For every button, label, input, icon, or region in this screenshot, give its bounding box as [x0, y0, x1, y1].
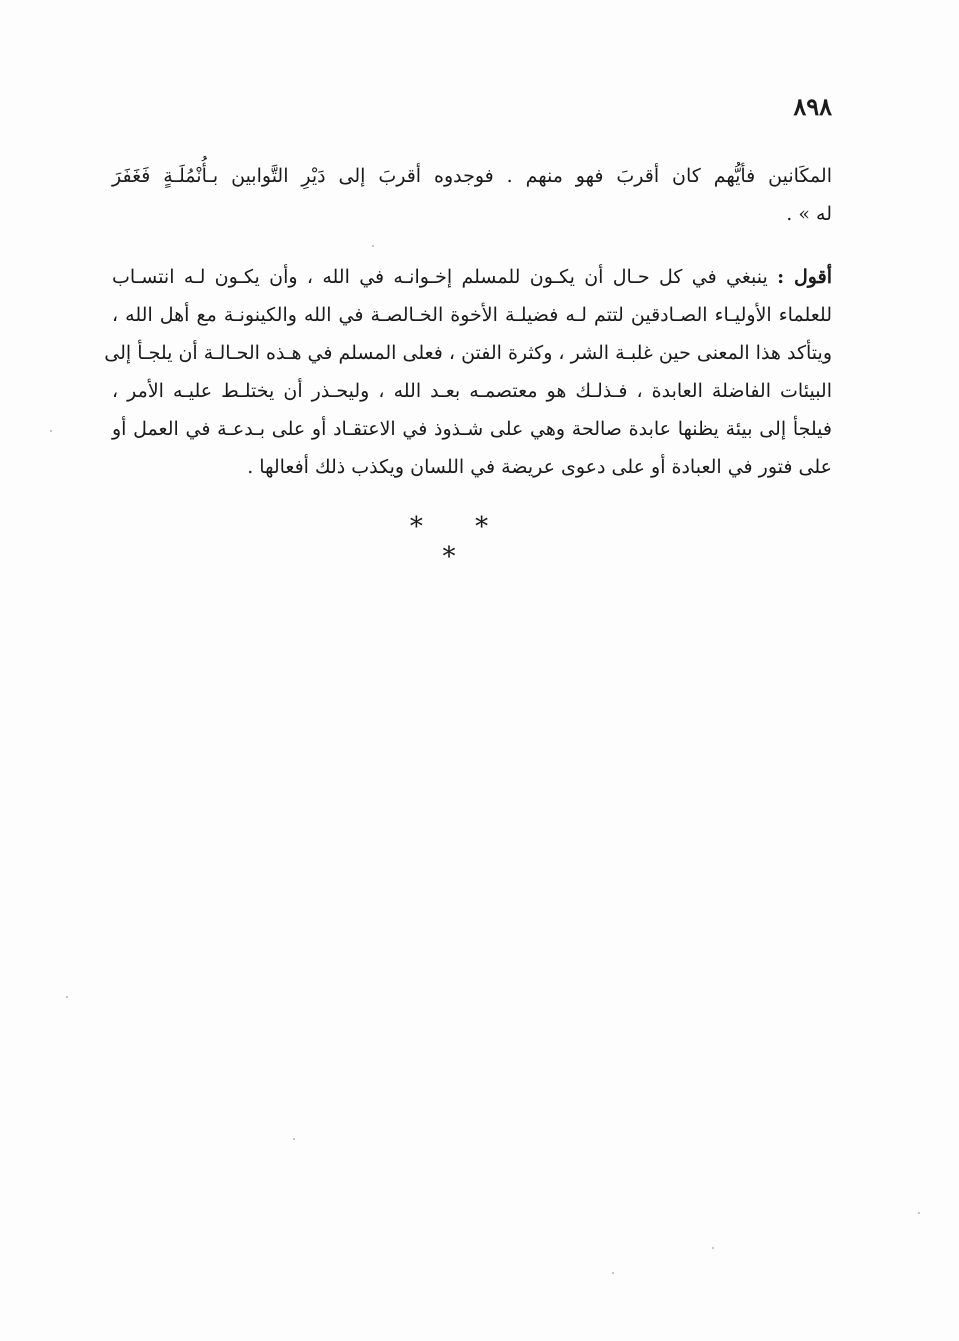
scan-speck [612, 1272, 614, 1274]
text-line: المكَانين فأيُّهم كان أقربَ فهو منهم . فوجدوه أقربَ إلى دَيْرِ التَّوابين بـأُنْمُلَـةٍ فَغَفَرَ [112, 165, 832, 187]
text-fragment: ينبغي في كل حـال أن يكـون للمسلم إخـوانـه في الله ، وأن يكـون لـه انتسـاب [112, 266, 778, 288]
text-line [112, 258, 832, 296]
text-line: ويتأكد هذا المعنى حين غلبـة الشر ، وكثرة الفتن ، فعلى المسلم في هـذه الحـالـة أن يلجـأ إلى [104, 342, 832, 364]
scan-speck [50, 430, 52, 432]
hadith-ending-paragraph [112, 157, 832, 233]
text-line: البيئات الفاضلة العابدة ، فـذلـك هو معتصمـه بعـد الله ، وليحـذر أن يختلـط عليـه الأمر ، [112, 380, 832, 402]
scan-speck [293, 1138, 295, 1140]
scan-speck [918, 1212, 920, 1214]
lead-word: أقول : [777, 266, 832, 288]
commentary-paragraph [104, 258, 832, 486]
scan-speck [372, 245, 374, 247]
text-line: على فتور في العبادة أو على دعوى عريضة في اللسان ويكذب ذلك أفعالها . [247, 456, 832, 478]
section-separator: * * * [409, 512, 511, 572]
text-line: للعلماء الأوليـاء الصـادقين لتتم لـه فضيلـة الأخوة الخـالصـة في الله والكينونـة مع أهل الله ، [112, 304, 832, 326]
text-line: له » . [786, 203, 832, 225]
text-line: فيلجأ إلى بيئة يظنها عابدة صالحة وهي على شـذوذ في الاعتقـاد أو على بـدعـة في العمل أو [112, 418, 832, 440]
scan-speck [712, 1247, 714, 1249]
page-number: ٨٩٨ [793, 92, 832, 121]
scan-speck [66, 996, 68, 998]
